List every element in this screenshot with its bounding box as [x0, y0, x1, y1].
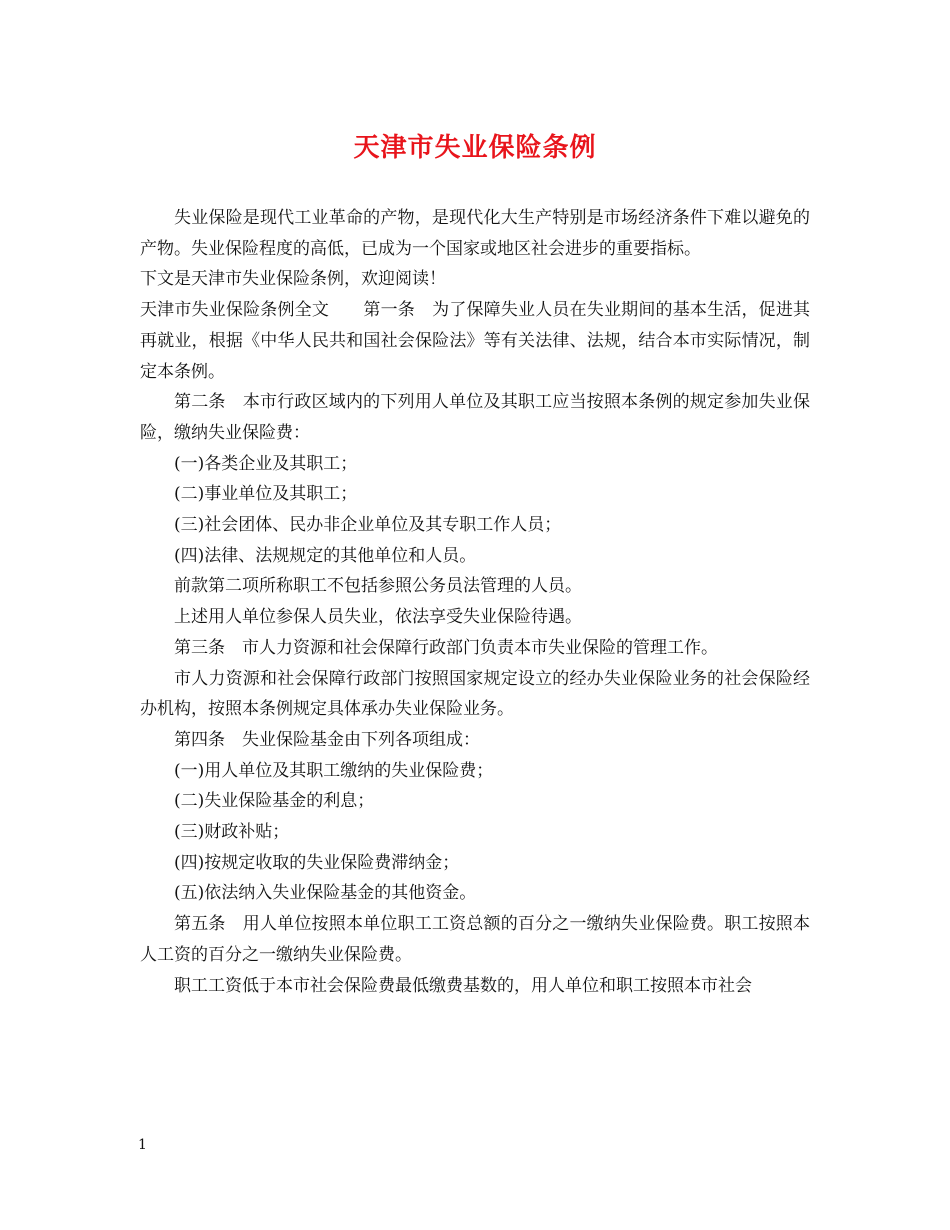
paragraph: (四)按规定收取的失业保险费滞纳金；: [174, 852, 460, 873]
document-body: [140, 203, 810, 1001]
paragraph: 天津市失业保险条例全文 第一条 为了保障失业人员在失业期间的基本生活，促进其再就业，根据《中华人民共和国社会保险法》等有关法律、法规，结合本市实际情况，制定本条例。: [140, 300, 810, 382]
paragraph: 下文是天津市失业保险条例，欢迎阅读！: [140, 269, 446, 290]
paragraph: 第三条 市人力资源和社会保障行政部门负责本市失业保险的管理工作。: [174, 637, 718, 658]
paragraph: (三)社会团体、民办非企业单位及其专职工作人员；: [174, 515, 562, 536]
paragraph: 前款第二项所称职工不包括参照公务员法管理的人员。: [174, 576, 582, 597]
paragraph: (一)各类企业及其职工；: [174, 453, 358, 474]
page-number: 1: [138, 1137, 147, 1153]
paragraph: 市人力资源和社会保障行政部门按照国家规定设立的经办失业保险业务的社会保险经办机构，按照本条例规定具体承办失业保险业务。: [140, 668, 810, 720]
paragraph: (三)财政补贴；: [174, 822, 290, 843]
paragraph: (五)依法纳入失业保险基金的其他资金。: [174, 883, 477, 904]
paragraph: 第二条 本市行政区域内的下列用人单位及其职工应当按照本条例的规定参加失业保险，缴纳失业保险费：: [140, 392, 810, 443]
paragraph: (二)失业保险基金的利息；: [174, 791, 375, 812]
paragraph: (四)法律、法规规定的其他单位和人员。: [174, 545, 477, 566]
paragraph: 第四条 失业保险基金由下列各项组成：: [174, 729, 480, 750]
paragraph: 职工工资低于本市社会保险费最低缴费基数的，用人单位和职工按照本市社会: [174, 975, 752, 996]
paragraph: 第五条 用人单位按照本单位职工工资总额的百分之一缴纳失业保险费。职工按照本人工资的百分之一缴纳失业保险费。: [140, 914, 810, 965]
paragraph: 失业保险是现代工业革命的产物，是现代化大生产特别是市场经济条件下难以避免的产物。失业保险程度的高低，已成为一个国家或地区社会进步的重要指标。: [140, 208, 810, 259]
paragraph: 上述用人单位参保人员失业，依法享受失业保险待遇。: [174, 607, 582, 628]
paragraph: (一)用人单位及其职工缴纳的失业保险费；: [174, 760, 494, 781]
paragraph: (二)事业单位及其职工；: [174, 484, 358, 505]
document-title: 天津市失业保险条例: [353, 133, 597, 163]
